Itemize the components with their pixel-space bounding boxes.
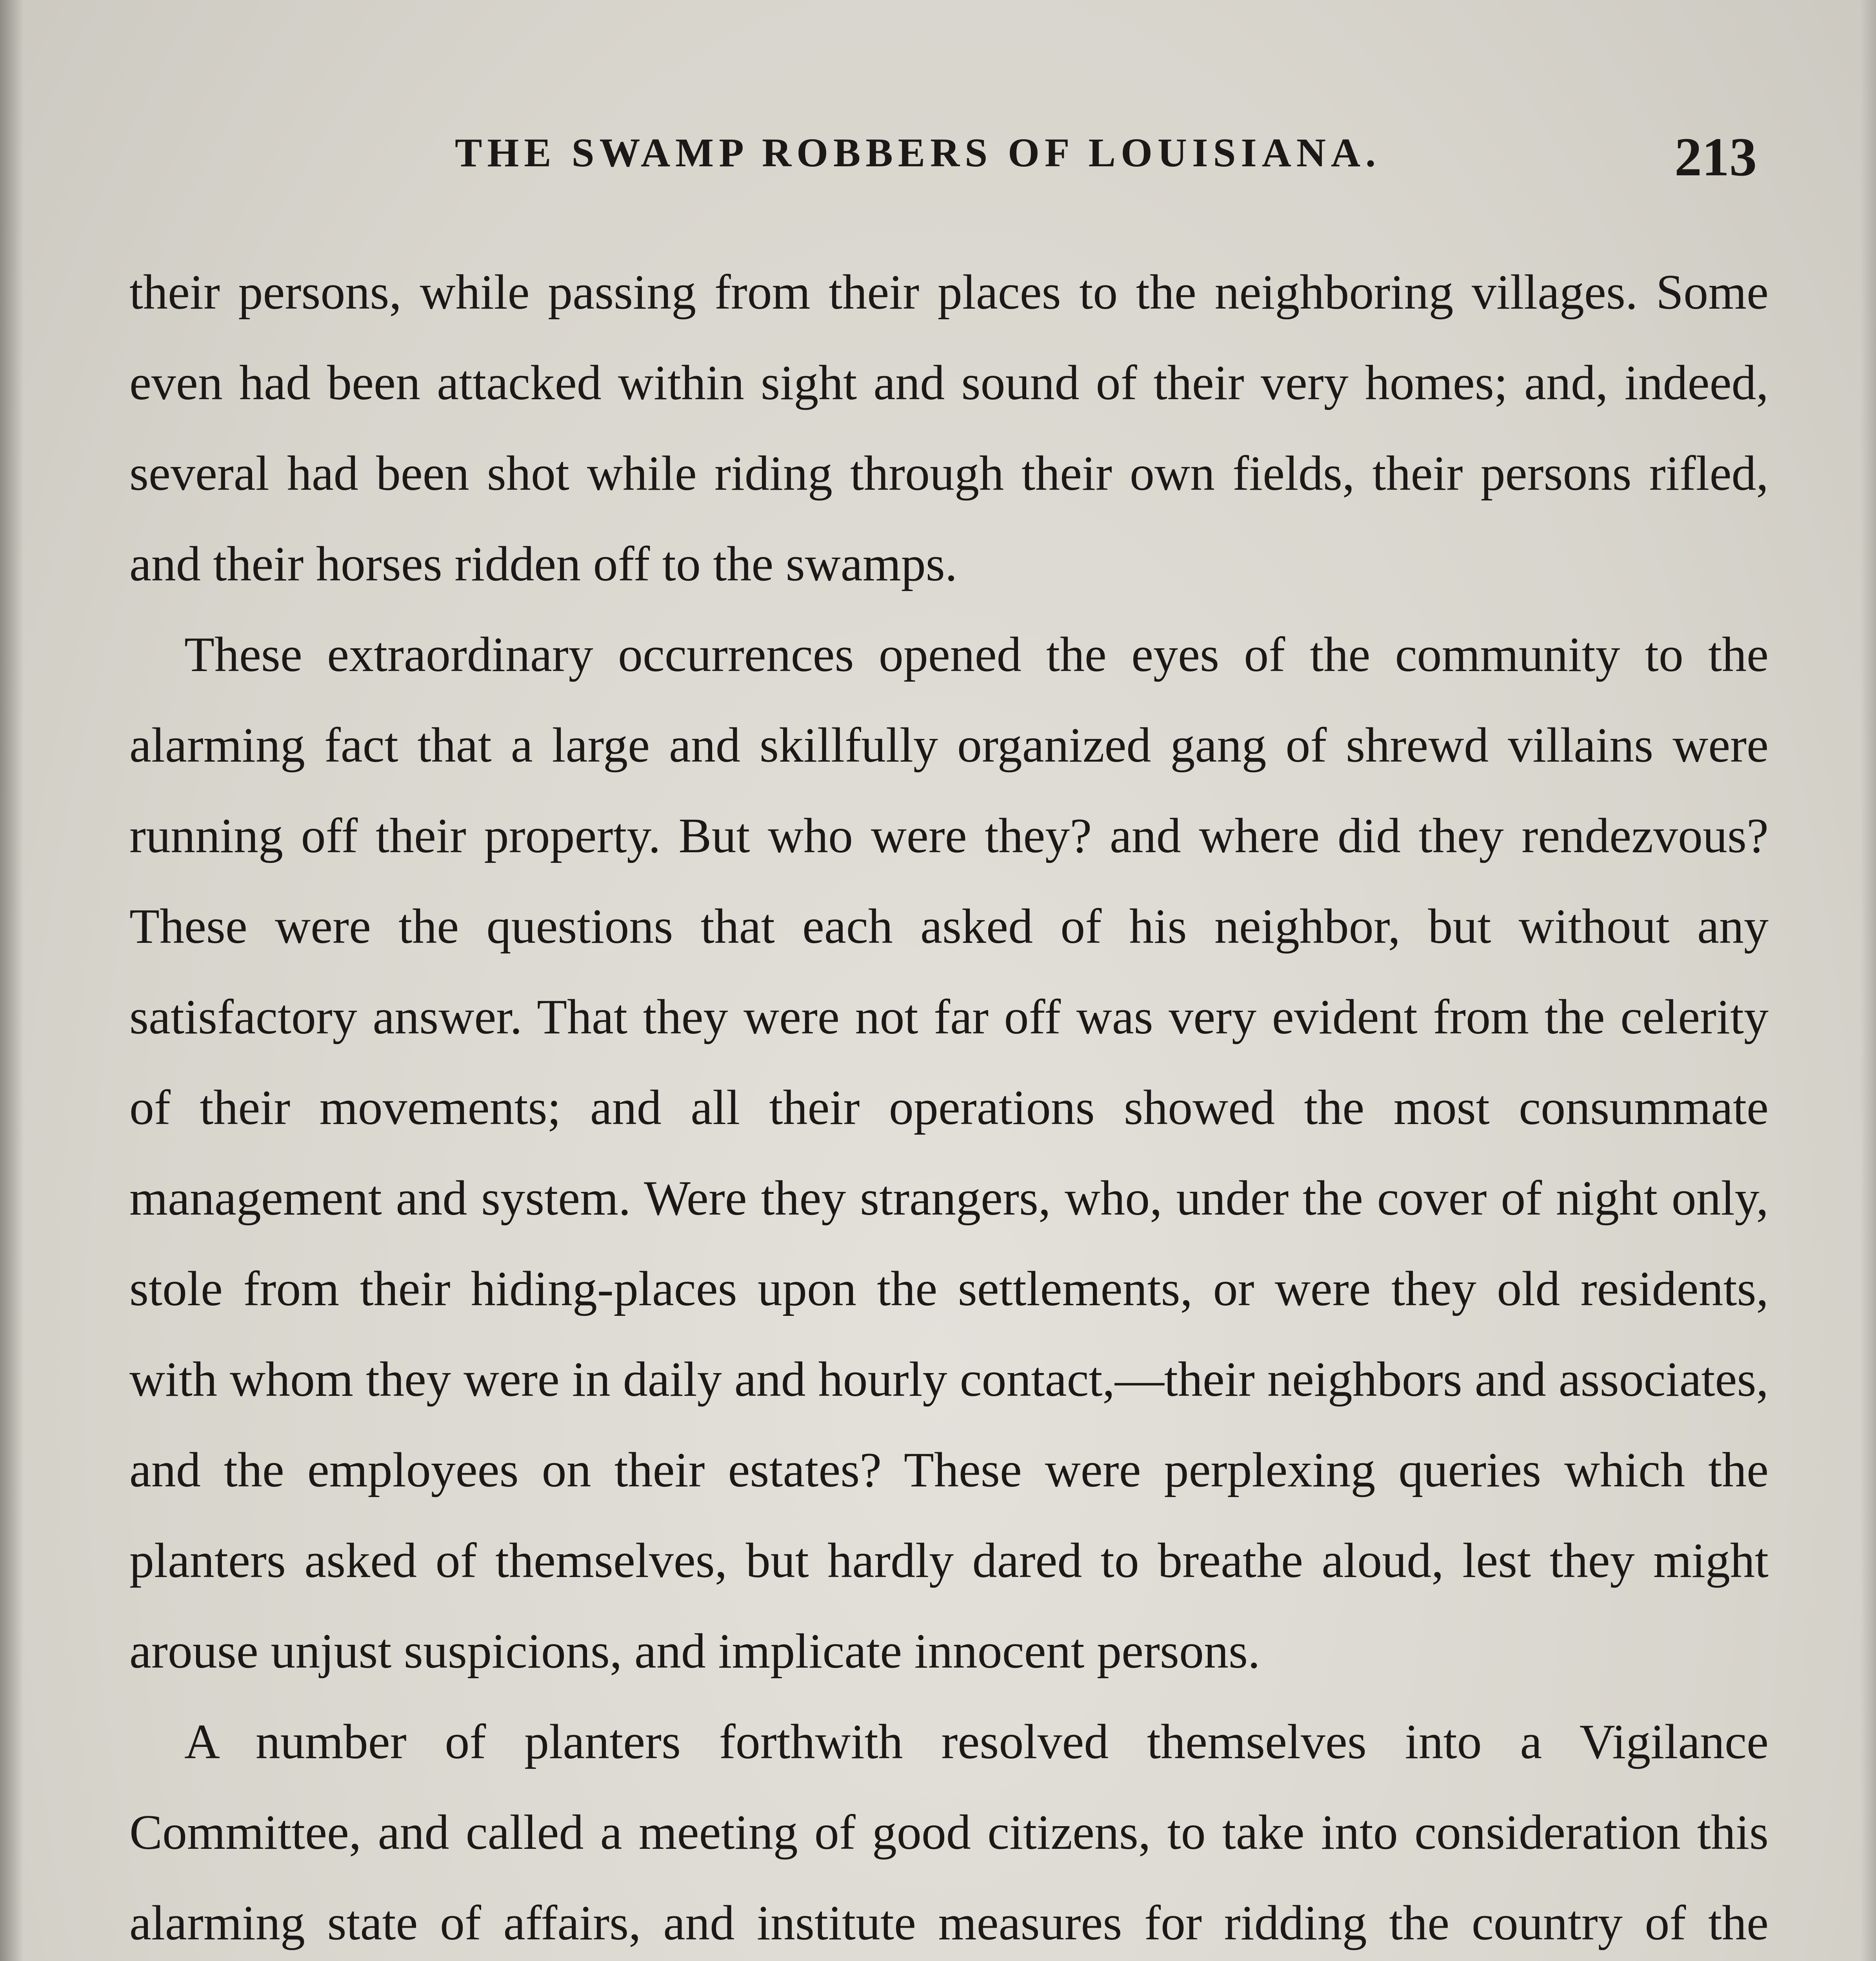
page-right-shadow bbox=[1860, 0, 1876, 1961]
paragraph-3: A number of planters forthwith resolved themselves into a Vigilance Committee, and called a meeting of good citizens, to take into consideration this alarming state of affairs, and institute measures for ridding the country of the bbox=[129, 1715, 1769, 1950]
page-number: 213 bbox=[1674, 127, 1757, 187]
paragraph-2: These extraordinary occurrences opened the eyes of the community to the alarming fact that a large and skillfully organized gang of shrewd villains were running off their property. But who were they? and where did they rendezvous? These were the questions that each asked of his neighbor, but without any satisfactory answer. That they were not far off was very evident from the celerity of their movements; and all their operations showed the most consummate management and system. Were they strangers, who, under the cover of night only, stole from their hiding-places upon the settlements, or were they old residents, with whom they were in daily and hourly contact,—their neighbors and associates, and the employees on their estates? These were perplexing queries which the planters asked of themselves, but hardly dared to breathe aloud, lest they might arouse unjust suspicions, and implicate innocent persons. bbox=[129, 628, 1769, 1679]
running-title: THE SWAMP ROBBERS OF LOUISIANA. bbox=[455, 130, 1381, 175]
body-text bbox=[129, 247, 1769, 1961]
page-left-shadow bbox=[0, 0, 24, 1961]
paragraph-1: their persons, while passing from their places to the neighboring villages. Some even had been attacked within sight and sound of their very homes; and, indeed, several had been shot while riding through their own fields, their persons rifled, and their horses ridden off to the swamps. bbox=[129, 265, 1769, 591]
